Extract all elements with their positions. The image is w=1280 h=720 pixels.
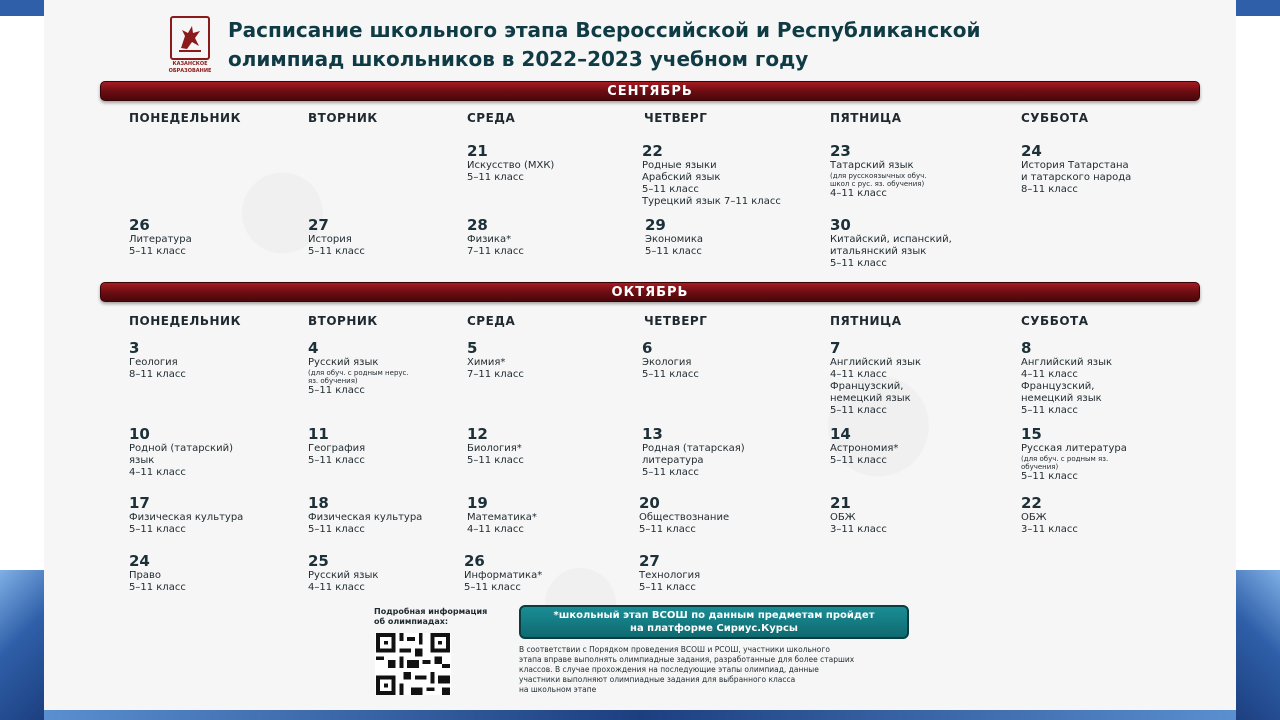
- subject-line: Химия*: [467, 357, 506, 368]
- calendar-cell: [464, 552, 640, 594]
- subject-line: 3–11 класс: [1021, 524, 1078, 535]
- calendar-cell: [308, 494, 484, 536]
- title-line-2: олимпиад школьников в 2022–2023 учебном году: [228, 47, 809, 71]
- subject-line: История: [308, 234, 352, 245]
- subject-line: Турецкий язык 7–11 класс: [642, 196, 781, 207]
- rules-note-line: классов. В случае прохождения на последующие этапы олимпиад, данные: [519, 665, 819, 674]
- calendar-cell: [467, 216, 643, 258]
- subject-line: Искусство (МХК): [467, 160, 555, 171]
- rules-note: [519, 645, 879, 695]
- sirius-notice: [519, 605, 909, 639]
- subject-line: Биология*: [467, 443, 522, 454]
- date-number: 27: [639, 552, 660, 570]
- subject-line: Русский язык: [308, 570, 379, 581]
- calendar-cell: [1021, 339, 1197, 417]
- date-number: 22: [1021, 494, 1042, 512]
- date-number: 14: [830, 425, 851, 443]
- calendar-cell: [642, 339, 818, 381]
- subject-line: Русский язык: [308, 357, 379, 368]
- calendar-cell: [1021, 142, 1197, 196]
- calendar-cell: [645, 216, 821, 258]
- subject-line: 5–11 класс: [464, 582, 521, 593]
- subject-line: 5–11 класс: [467, 172, 524, 183]
- subject-line: немецкий язык: [1021, 393, 1102, 404]
- rules-note-line: этапа вправе выполнять олимпиадные задания, разработанные для более старших: [519, 655, 855, 664]
- calendar-cell: [308, 216, 484, 258]
- subject-line: 5–11 класс: [642, 369, 699, 380]
- date-number: 11: [308, 425, 329, 443]
- corner-decoration: [1236, 0, 1280, 16]
- calendar-cell: [129, 339, 305, 381]
- corner-decoration: [0, 0, 44, 16]
- rules-note-line: участники выполняют олимпиадные задания для выбранного класса: [519, 675, 796, 684]
- day-header-wednesday: СРЕДА: [467, 111, 516, 125]
- month-label: СЕНТЯБРЬ: [607, 83, 693, 99]
- calendar-cell: [830, 142, 1006, 200]
- kazan-education-logo: [164, 16, 216, 76]
- schedule-poster: [44, 0, 1236, 710]
- calendar-cell: [467, 142, 643, 184]
- day-header-friday: ПЯТНИЦА: [830, 111, 902, 125]
- sirius-notice-line: на платформе Сириус.Курсы: [630, 623, 798, 634]
- calendar-cell: [830, 425, 1006, 467]
- date-number: 15: [1021, 425, 1042, 443]
- subject-line: 4–11 класс: [129, 467, 186, 478]
- subject-line: 8–11 класс: [1021, 184, 1078, 195]
- date-number: 27: [308, 216, 329, 234]
- subject-line: Родной (татарский): [129, 443, 233, 454]
- calendar-cell: [467, 425, 643, 467]
- calendar-cell: [639, 494, 815, 536]
- calendar-cell: [129, 494, 305, 536]
- subject-line: 5–11 класс: [308, 246, 365, 257]
- info-label-line: об олимпиадах:: [374, 617, 449, 626]
- page-title: [228, 16, 1128, 74]
- date-number: 26: [129, 216, 150, 234]
- subject-line: 5–11 класс: [1021, 471, 1078, 482]
- subject-line: ОБЖ: [1021, 512, 1047, 523]
- subject-note: обучения): [1021, 463, 1059, 471]
- subject-line: 5–11 класс: [129, 582, 186, 593]
- subject-line: 5–11 класс: [830, 258, 887, 269]
- bottom-decoration: [44, 710, 1236, 720]
- subject-line: Экономика: [645, 234, 704, 245]
- subject-line: География: [308, 443, 366, 454]
- date-number: 22: [642, 142, 663, 160]
- subject-line: Информатика*: [464, 570, 543, 581]
- subject-line: 5–11 класс: [308, 524, 365, 535]
- subject-line: 5–11 класс: [830, 455, 887, 466]
- subject-line: 4–11 класс: [1021, 369, 1078, 380]
- subject-line: ОБЖ: [830, 512, 856, 523]
- subject-line: Астрономия*: [830, 443, 899, 454]
- date-number: 30: [830, 216, 851, 234]
- date-number: 3: [129, 339, 140, 357]
- calendar-cell: [1021, 494, 1197, 536]
- calendar-cell: [642, 142, 828, 208]
- date-number: 26: [464, 552, 485, 570]
- subject-line: 5–11 класс: [129, 524, 186, 535]
- subject-line: 4–11 класс: [830, 188, 887, 199]
- subject-line: Французский,: [830, 381, 904, 392]
- subject-line: Арабский язык: [642, 172, 721, 183]
- day-header-saturday: СУББОТА: [1021, 111, 1089, 125]
- calendar-cell: [308, 339, 484, 397]
- day-header-tuesday: ВТОРНИК: [308, 111, 378, 125]
- subject-line: 5–11 класс: [642, 184, 699, 195]
- subject-line: Экология: [642, 357, 692, 368]
- day-header-thursday: ЧЕТВЕРГ: [644, 111, 708, 125]
- date-number: 21: [467, 142, 488, 160]
- date-number: 18: [308, 494, 329, 512]
- date-number: 24: [1021, 142, 1042, 160]
- subject-line: Английский язык: [830, 357, 922, 368]
- subject-line: Литература: [129, 234, 192, 245]
- date-number: 7: [830, 339, 841, 357]
- calendar-cell: [308, 425, 484, 467]
- sirius-notice-line: *школьный этап ВСОШ по данным предметам пройдет: [553, 610, 875, 621]
- calendar-cell: [830, 216, 1006, 270]
- calendar-cell: [642, 425, 818, 479]
- subject-line: немецкий язык: [830, 393, 911, 404]
- date-number: 5: [467, 339, 478, 357]
- calendar-cell: [639, 552, 815, 594]
- rules-note-line: В соответствии с Порядком проведения ВСОШ и РСОШ, участники школьного: [519, 645, 830, 654]
- calendar-cell: [830, 339, 1006, 417]
- logo-text-2: ОБРАЗОВАНИЕ: [168, 68, 212, 74]
- calendar-cell: [467, 494, 643, 536]
- subject-line: и татарского народа: [1021, 172, 1132, 183]
- subject-line: 5–11 класс: [639, 582, 696, 593]
- subject-line: 5–11 класс: [642, 467, 699, 478]
- subject-line: Математика*: [467, 512, 537, 523]
- subject-line: 5–11 класс: [308, 455, 365, 466]
- month-label: ОКТЯБРЬ: [611, 284, 689, 300]
- subject-line: 4–11 класс: [467, 524, 524, 535]
- info-label-line: Подробная информация: [374, 607, 488, 616]
- subject-note: школ с рус. яз. обучения): [830, 180, 925, 188]
- dragon-icon: [170, 16, 210, 60]
- subject-line: 5–11 класс: [639, 524, 696, 535]
- logo-text-1: КАЗАНСКОЕ: [172, 61, 208, 67]
- subject-line: 5–11 класс: [467, 455, 524, 466]
- subject-line: 3–11 класс: [830, 524, 887, 535]
- subject-line: Обществознание: [639, 512, 730, 523]
- subject-line: История Татарстана: [1021, 160, 1129, 171]
- qr-code-icon[interactable]: [375, 633, 451, 695]
- subject-line: 5–11 класс: [308, 385, 365, 396]
- day-header-tuesday: ВТОРНИК: [308, 314, 378, 328]
- title-line-1: Расписание школьного этапа Всероссийской и Республиканской: [228, 18, 981, 42]
- date-number: 12: [467, 425, 488, 443]
- subject-line: 5–11 класс: [830, 405, 887, 416]
- calendar-cell: [308, 552, 484, 594]
- subject-line: 7–11 класс: [467, 369, 524, 380]
- day-header-wednesday: СРЕДА: [467, 314, 516, 328]
- day-header-thursday: ЧЕТВЕРГ: [644, 314, 708, 328]
- subject-line: Родная (татарская): [642, 443, 745, 454]
- subject-line: язык: [129, 455, 155, 466]
- day-header-monday: ПОНЕДЕЛЬНИК: [129, 111, 241, 125]
- subject-line: Физика*: [467, 234, 512, 245]
- subject-line: 5–11 класс: [645, 246, 702, 257]
- subject-line: Родные языки: [642, 160, 717, 171]
- date-number: 10: [129, 425, 150, 443]
- date-number: 13: [642, 425, 663, 443]
- subject-note: (для русскоязычных обуч.: [830, 172, 927, 180]
- corner-decoration: [1236, 570, 1280, 720]
- calendar-cell: [467, 339, 643, 381]
- calendar-cell: [129, 552, 305, 594]
- subject-line: Физическая культура: [308, 512, 423, 523]
- subject-line: литература: [642, 455, 704, 466]
- date-number: 23: [830, 142, 851, 160]
- subject-line: Английский язык: [1021, 357, 1113, 368]
- subject-line: 7–11 класс: [467, 246, 524, 257]
- day-header-saturday: СУББОТА: [1021, 314, 1089, 328]
- date-number: 29: [645, 216, 666, 234]
- subject-note: (для обуч. с родным нерус.: [308, 369, 409, 377]
- subject-line: Геология: [129, 357, 178, 368]
- subject-line: 5–11 класс: [1021, 405, 1078, 416]
- date-number: 6: [642, 339, 653, 357]
- date-number: 20: [639, 494, 660, 512]
- subject-line: 8–11 класс: [129, 369, 186, 380]
- date-number: 8: [1021, 339, 1032, 357]
- month-bar-september: [100, 81, 1200, 101]
- calendar-cell: [830, 494, 1006, 536]
- date-number: 25: [308, 552, 329, 570]
- calendar-cell: [1021, 425, 1171, 483]
- day-header-monday: ПОНЕДЕЛЬНИК: [129, 314, 241, 328]
- info-label: [374, 607, 504, 627]
- date-number: 17: [129, 494, 150, 512]
- subject-line: Китайский, испанский,: [830, 234, 952, 245]
- calendar-cell: [129, 216, 305, 258]
- rules-note-line: на школьном этапе: [519, 685, 597, 694]
- day-header-friday: ПЯТНИЦА: [830, 314, 902, 328]
- date-number: 21: [830, 494, 851, 512]
- subject-line: 5–11 класс: [129, 246, 186, 257]
- date-number: 28: [467, 216, 488, 234]
- date-number: 4: [308, 339, 319, 357]
- month-bar-october: [100, 282, 1200, 302]
- subject-note: яз. обучения): [308, 377, 358, 385]
- subject-line: Физическая культура: [129, 512, 244, 523]
- date-number: 19: [467, 494, 488, 512]
- subject-note: (для обуч. с родным яз.: [1021, 455, 1109, 463]
- subject-line: Русская литература: [1021, 443, 1127, 454]
- subject-line: Французский,: [1021, 381, 1095, 392]
- date-number: 24: [129, 552, 150, 570]
- corner-decoration: [0, 570, 44, 720]
- calendar-cell: [129, 425, 305, 479]
- subject-line: Технология: [639, 570, 701, 581]
- subject-line: итальянский язык: [830, 246, 927, 257]
- subject-line: Право: [129, 570, 162, 581]
- subject-line: 4–11 класс: [830, 369, 887, 380]
- subject-line: 4–11 класс: [308, 582, 365, 593]
- subject-line: Татарский язык: [830, 160, 914, 171]
